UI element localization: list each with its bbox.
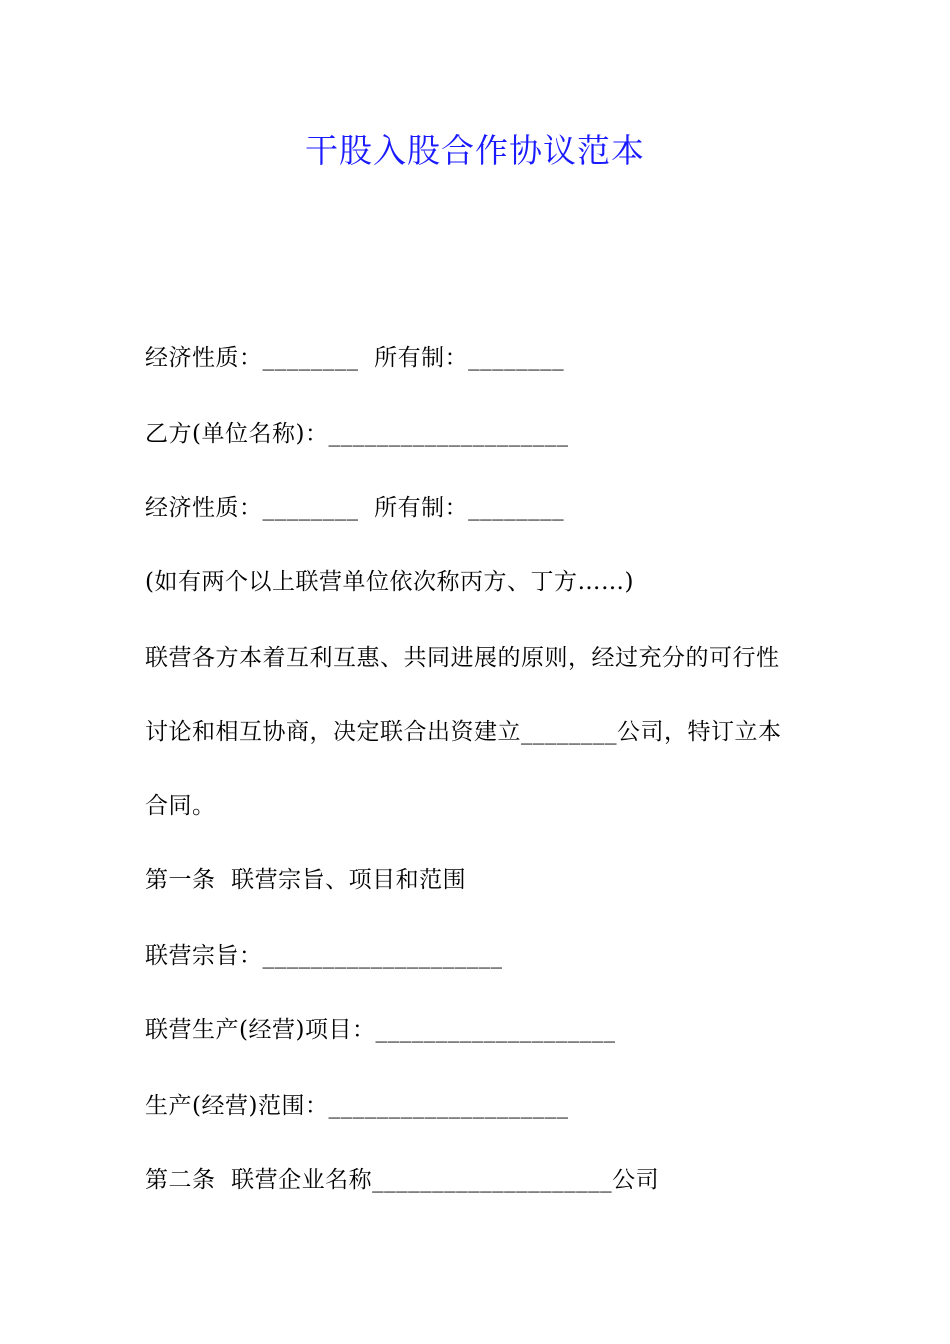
production-project-line: 联营生产(经营)项目：____________________ <box>145 1017 616 1043</box>
article-1-heading: 第一条 联营宗旨、项目和范围 <box>145 867 467 893</box>
joint-venture-purpose-line: 联营宗旨：____________________ <box>145 943 503 969</box>
additional-parties-note: (如有两个以上联营单位依次称丙方、丁方……) <box>145 569 634 595</box>
preamble-line-2: 讨论和相互协商，决定联合出资建立________公司，特订立本 <box>145 719 782 745</box>
preamble-line-3: 合同。 <box>145 793 216 819</box>
preamble-line-1: 联营各方本着互利互惠、共同进展的原则，经过充分的可行性 <box>145 645 780 671</box>
party-b-name-line: 乙方(单位名称)：____________________ <box>145 421 569 447</box>
party-a-economic-nature-line: 经济性质：________ 所有制：________ <box>145 345 565 371</box>
production-scope-line: 生产(经营)范围：____________________ <box>145 1093 569 1119</box>
party-b-economic-nature-line: 经济性质：________ 所有制：________ <box>145 495 565 521</box>
article-2-company-name-line: 第二条 联营企业名称____________________公司 <box>145 1167 660 1193</box>
document-title: 干股入股合作协议范本 <box>305 131 645 170</box>
